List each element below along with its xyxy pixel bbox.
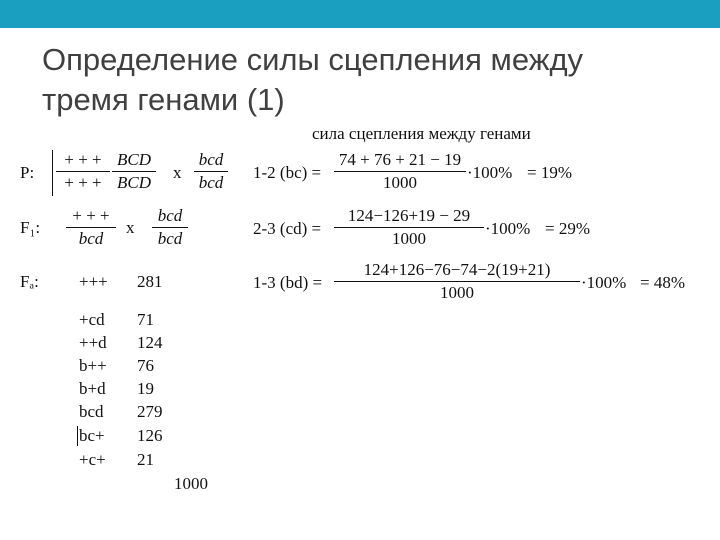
cursor-mark bbox=[77, 426, 78, 446]
p-parent-right-fraction bbox=[112, 150, 156, 193]
formula-2-label: 2-3 (cd) = bbox=[253, 219, 322, 238]
formula-2-num: 124−126+19 − 29 bbox=[347, 206, 471, 225]
formula-3-den: 1000 bbox=[440, 283, 474, 302]
genotype-3: b++ bbox=[79, 356, 107, 375]
count-6: 126 bbox=[137, 426, 163, 445]
count-5: 279 bbox=[137, 402, 163, 421]
f1-fraction bbox=[66, 206, 116, 249]
count-3: 76 bbox=[137, 356, 154, 375]
cross-symbol-f1: x bbox=[126, 218, 135, 237]
p-mate-fraction bbox=[194, 150, 228, 193]
slide-title-line-1: Определение силы сцепления между bbox=[42, 42, 584, 77]
count-7: 21 bbox=[137, 450, 154, 469]
genotype-0: +++ bbox=[79, 272, 108, 291]
formula-2-fraction bbox=[334, 206, 484, 249]
p-right-num: BCD bbox=[117, 150, 151, 169]
count-1: 71 bbox=[137, 310, 154, 329]
f1-mate-den: bcd bbox=[157, 229, 183, 248]
count-2: 124 bbox=[137, 333, 163, 352]
formula-2-den: 1000 bbox=[392, 229, 426, 248]
linkage-subtitle: сила сцепления между генами bbox=[312, 124, 531, 143]
formula-1-fraction bbox=[334, 150, 466, 193]
formula-3-fraction bbox=[334, 260, 580, 303]
genotype-4: b+d bbox=[79, 379, 106, 398]
genotype-6: bc+ bbox=[79, 426, 105, 445]
genotype-7: +c+ bbox=[79, 450, 106, 469]
f1-mate-num: bcd bbox=[157, 206, 183, 225]
count-4: 19 bbox=[137, 379, 154, 398]
formula-2-mult: ·100% bbox=[485, 219, 531, 238]
f1-mate-fraction bbox=[152, 206, 188, 249]
p-bracket bbox=[52, 150, 53, 196]
formula-2-result: = 29% bbox=[545, 219, 590, 238]
p-left-den: + + + bbox=[64, 173, 102, 192]
formula-1-num: 74 + 76 + 21 − 19 bbox=[338, 150, 462, 169]
f1-den: bcd bbox=[78, 229, 104, 248]
genotype-1: +cd bbox=[79, 310, 105, 329]
formula-3-result: = 48% bbox=[640, 273, 685, 292]
p-mate-num: bcd bbox=[198, 150, 224, 169]
f1-num: + + + bbox=[72, 206, 110, 225]
p-right-den: BCD bbox=[117, 173, 151, 192]
slide-title bbox=[42, 40, 682, 120]
slide-title-line-2: тремя генами (1) bbox=[42, 82, 285, 117]
formula-1-result: = 19% bbox=[527, 163, 572, 182]
fa-label: Fₐ: bbox=[20, 272, 39, 291]
formula-1-den: 1000 bbox=[383, 173, 417, 192]
top-accent-bar bbox=[0, 0, 720, 28]
count-0: 281 bbox=[137, 272, 163, 291]
genotype-5: bcd bbox=[79, 402, 104, 421]
cross-symbol-p: x bbox=[173, 163, 182, 182]
formula-1-mult: ·100% bbox=[467, 163, 513, 182]
f1-label: F₁: bbox=[20, 218, 41, 237]
p-left-num: + + + bbox=[64, 150, 102, 169]
formula-3-num: 124+126−76−74−2(19+21) bbox=[363, 260, 551, 279]
formula-1-label: 1-2 (bc) = bbox=[253, 163, 322, 182]
p-label: P: bbox=[20, 163, 35, 182]
formula-3-label: 1-3 (bd) = bbox=[253, 273, 323, 292]
total-count: 1000 bbox=[174, 474, 208, 493]
formula-3-mult: ·100% bbox=[581, 273, 627, 292]
p-mate-den: bcd bbox=[198, 173, 224, 192]
genotype-2: ++d bbox=[79, 333, 107, 352]
p-parent-left-fraction bbox=[56, 150, 110, 193]
